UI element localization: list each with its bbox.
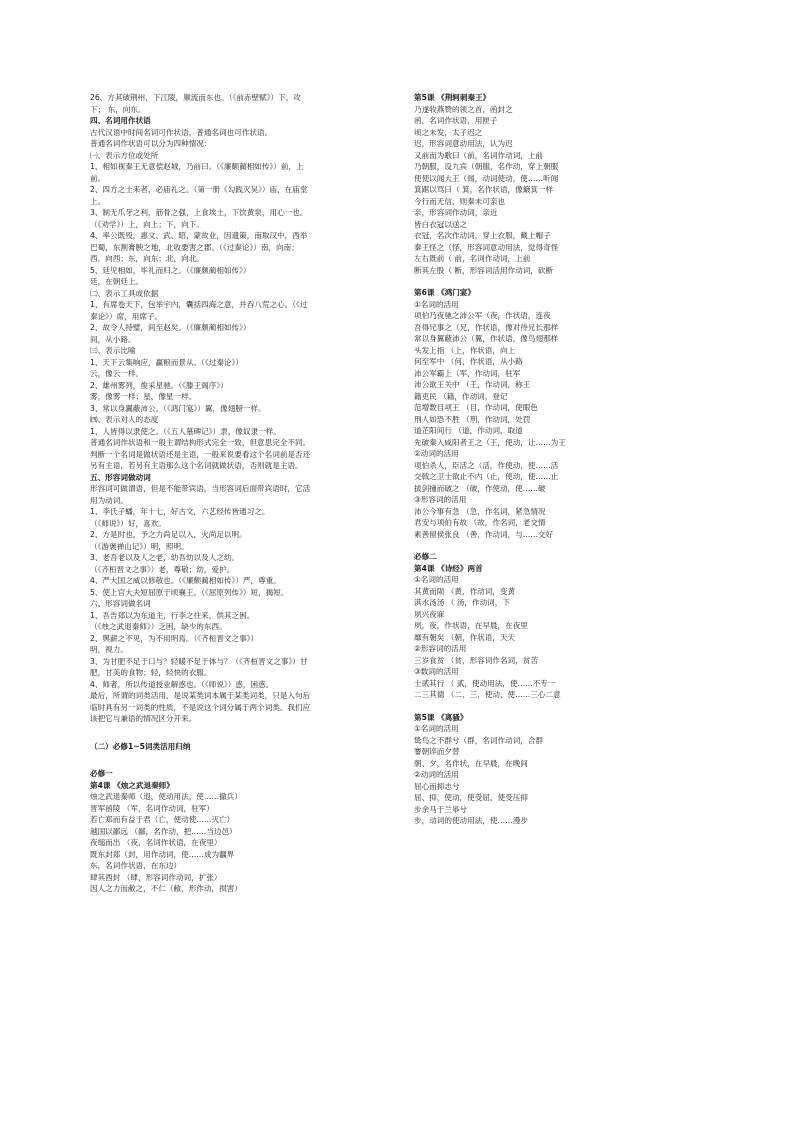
text-line: ①名词的活用 xyxy=(414,724,459,733)
text-line: 明，视力。 xyxy=(90,645,128,654)
text-line: 肆其西封 （肆，形容词作动词，扩张） xyxy=(90,872,222,882)
text-line: 廷，在朝廷上。 xyxy=(90,277,144,286)
text-line: 朝、夕，名作状，在早晨，在晚间 xyxy=(414,758,528,768)
spacer xyxy=(90,725,398,741)
text-line: 何至军中 （何，作状语，从小路 xyxy=(414,357,523,366)
text-line: 夙，夜，作状语，在早晨，在夜里 xyxy=(414,621,528,630)
text-line: 夙兴夜寐 xyxy=(414,609,445,619)
text-line: 1、天下云集响应，赢粮而景从。（《过秦论》） xyxy=(90,357,243,367)
text-line: 今行而无信，则秦未可亲也 xyxy=(414,196,506,206)
text-line: ②动词的活用 xyxy=(414,770,459,779)
text-line: 1、有席卷天下，包举宇内，囊括四海之意，并吞八荒之心。（《过 xyxy=(90,300,308,309)
text-line: 既东封郑（封，用作动词，使……成为疆界 xyxy=(90,849,235,859)
text-line: 鸷鸟之不群兮（群，名词作动词，合群 xyxy=(414,735,544,745)
text-line: 籍吏民 （籍，作动词，登记 xyxy=(414,391,508,401)
text-line: 2、方是时也，予之力尚足以入，火尚足以明。 xyxy=(90,530,247,539)
text-line: 用为动词。 xyxy=(90,495,128,505)
text-line: 交戟之卫士欲止不内（止，使动，使……止 xyxy=(414,472,559,481)
text-line: （《师说》）好，喜欢。 xyxy=(90,518,166,528)
text-line: 云，像云一样。 xyxy=(90,369,144,378)
text-line: 函，名词作状语，用匣子 xyxy=(414,116,498,125)
text-line: 项伯乃夜驰之沛公军（夜，作状语，连夜 xyxy=(414,311,551,320)
text-line: ㈡、表示工具或依据 xyxy=(90,288,159,298)
text-line: 西，向西；东，向东；北，向北。 xyxy=(90,254,204,263)
text-line: ①名词的活用 xyxy=(414,575,459,584)
text-line: 上。 xyxy=(90,196,106,206)
text-line: 沛公欲王关中 （王，作动词，称王 xyxy=(414,380,531,389)
text-line: 2、雄州雾列，俊采星驰。（《滕王阁序》） xyxy=(90,380,228,390)
text-line: 1、相如视秦王无意偿赵城，乃前曰。（《廉颇蔺相如传》）前，上 xyxy=(90,162,304,171)
text-line: 刑人如恐不胜 （刑，作动词，处罚 xyxy=(414,414,531,424)
spacer xyxy=(414,540,714,551)
text-line: 另有主语，若另有主语那么这个名词就做状语，否则就是主语。 xyxy=(90,461,303,470)
text-line: ㈠、表示方位或处所 xyxy=(90,150,159,160)
text-line: 2、四方之士来者，必庙礼之。（第一册《勾践灭吴》）庙，在庙堂 xyxy=(90,185,308,194)
section-heading: 第5课 《荆轲刺秦王》 xyxy=(414,93,491,102)
section-heading: 必修一 xyxy=(90,769,113,778)
text-line: 断其左股（ 断，形容词活用作动词，砍断 xyxy=(414,265,554,275)
text-line: ③数词的活用 xyxy=(414,667,459,676)
text-line: 素善留侯张良 （善，作动词，与……交好 xyxy=(414,529,554,539)
text-line: 屈、抑，使动，使受屈，使受压抑 xyxy=(414,793,528,802)
text-line: ③形容词的活用 xyxy=(414,495,467,504)
text-line: 4、严大国之威以修敬也。（《廉颇蔺相如传》）严，尊重。 xyxy=(90,576,281,585)
section-heading: 四、名词用作状语 xyxy=(90,116,151,125)
text-line: （《烛之武退秦师》）乏困，缺少的东西。 xyxy=(90,622,227,631)
text-line: 三岁食贫 （贫，形容词作名词，贫苦 xyxy=(414,655,538,665)
text-line: 判断一个名词是做状语还是主语，一般来说要看这个名词前是否还 xyxy=(90,449,311,459)
text-line: 又前而为歌曰（前，名词作动词，上前 xyxy=(414,150,544,160)
text-line: （《齐桓晋文之事》）老，尊敬；幼，爱护。 xyxy=(90,564,235,574)
section-heading: 五、形容词做动词 xyxy=(90,472,151,482)
text-line: 下； 东，向东。 xyxy=(90,104,146,114)
text-line: 雾，像雾一样；星，像星一样。 xyxy=(90,392,197,401)
text-line: 使使以闻大王（闻，动词使动，使……听闻 xyxy=(414,173,559,183)
text-line: 箕踞以骂曰（ 箕，名作状语，像簸箕一样 xyxy=(414,185,554,194)
text-line: 常以身翼蔽沛公（翼，作状语，像鸟翅那样 xyxy=(414,334,559,343)
text-line: 2、故令人持璧，间至赵矣。（《廉颇蔺相如传》） xyxy=(90,323,251,332)
text-line: ㈢、表示比喻 xyxy=(90,346,136,355)
text-line: ②动词的活用 xyxy=(414,449,459,458)
text-line: 皆白衣冠以送之 xyxy=(414,219,468,229)
left-column xyxy=(90,92,398,895)
text-line: ②形容词的活用 xyxy=(414,644,467,653)
text-line: 靡有朝矣 （朝，作状语，天天 xyxy=(414,632,516,642)
text-line: 因人之力而敝之，不仁（敝，形作动，损害） xyxy=(90,884,242,893)
text-line: 淇水汤汤 （ 汤，作动词，下 xyxy=(414,598,510,607)
text-line: 普通名词作状语和一般主谓结构形式完全一致，但意思完全不同。 xyxy=(90,438,311,447)
text-line: 临时具有另一词类的性质，不是说这个词分属于两个词类。我们应 xyxy=(90,702,311,712)
text-line: 二三其德 （二、三，使动，使……三心二意 xyxy=(414,690,561,699)
text-line: 4、率公既殁，惠文、武、昭，蒙故业，因遗策，南取汉中，西举 xyxy=(90,231,308,240)
section-heading: 第6课 《鸿门宴》 xyxy=(414,288,476,297)
text-line: 项伯杀人，臣活之（活，作使动，使……活 xyxy=(414,460,559,470)
text-line: 顷之未发，太子迟之 xyxy=(414,127,483,137)
text-line: 古代汉语中时间名词可作状语，普通名词也可作状语。 xyxy=(90,127,273,137)
text-line: ①名词的活用 xyxy=(414,299,459,309)
text-line: 秦论》）席，用席子。 xyxy=(90,311,163,321)
spacer xyxy=(90,752,398,768)
text-line: 4、师者，所以传道授业解惑也。（《师说》）惑，困惑。 xyxy=(90,679,274,689)
spacer xyxy=(414,701,714,712)
text-line: 3、为甘肥不足于口与？轻暖不足于体与？（《齐桓晋文之事》）甘 xyxy=(90,656,308,666)
text-line: 道芷阳间行 （道，作动词，取道 xyxy=(414,426,523,435)
text-line: 头发上指 （上，作状语，向上 xyxy=(414,345,516,355)
text-line: 1、人皆得以隶使之。（《五人墓碑记》）隶，像奴隶一样。 xyxy=(90,426,281,436)
text-line: 迟，形容词意动用法，认为迟 xyxy=(414,139,513,148)
text-line: 最后，所谓的词类活用，是说某类词本属于某类词类，只是入句后 xyxy=(90,691,311,700)
text-line: 亲，形容词作动词，亲近 xyxy=(414,208,498,217)
text-line: 秦王怪之（怪，形容词意动用法，觉得奇怪 xyxy=(414,242,559,252)
text-line: 5、使上官大夫短屈原于顷襄王。（《屈原列传》）短，揭短。 xyxy=(90,587,289,597)
text-line: 左右既前（ 前，名词作动词，上前 xyxy=(414,254,531,263)
text-line: 形容词可做谓语，但是不能带宾语，当形容词后面带宾语时，它活 xyxy=(90,484,311,493)
text-line: 东，名词作状语，在东边） xyxy=(90,861,182,870)
text-line: 沛公今事有急 （急，作名词，紧急情况 xyxy=(414,506,546,516)
section-heading: 第4课 《诗经》两首 xyxy=(414,563,483,573)
section-heading: （二）必修1~5词类活用归纳 xyxy=(90,741,191,751)
text-line: 夜缒而出 （夜，名词作状语，在夜里） xyxy=(90,838,222,847)
text-line: 1、吾告郑以为东道主，行李之往来，供其乏困。 xyxy=(90,610,255,620)
text-line: 沛公军霸上（军，作动词，驻军 xyxy=(414,368,521,378)
text-line: 前。 xyxy=(90,173,106,183)
text-line: 普通名词作状语可以分为四种情况： xyxy=(90,139,212,148)
text-line: 謇朝谇而夕替 xyxy=(414,747,460,756)
right-column xyxy=(414,92,714,827)
section-heading: 第5课 《离骚》 xyxy=(414,712,468,722)
text-line: 六、形容词做名词 xyxy=(90,599,151,608)
text-line: 步余马于兰皋兮 xyxy=(414,804,468,814)
text-line: 范增数目项王 （目，作动词，使眼色 xyxy=(414,403,538,412)
text-line: 衣冠，名次作动词，穿上衣服，戴上帽子 xyxy=(414,231,551,240)
text-line: 巴蜀，东割膏腴之地，北收要害之郡。（《过秦论》）南，向南； xyxy=(90,242,299,252)
text-line: 3、制无爪牙之利，筋骨之强，上食埃土，下饮黄泉，用心一也。 xyxy=(90,208,308,217)
text-line: 3、常以身翼蔽沛公。（《鸿门宴》）翼，像翅膀一样。 xyxy=(90,403,266,413)
text-line: 3、老吾老以及人之老，幼吾幼以及人之幼。 xyxy=(90,553,240,562)
text-line: （《劝学》）上，向上；下，向下。 xyxy=(90,219,204,229)
text-line: 乃朝服，设九宾（朝服，名作动，穿上朝服 xyxy=(414,162,559,171)
text-line: 吾得兄事之（兄，作状语，像对待兄长那样 xyxy=(414,322,559,332)
section-heading: 必修二 xyxy=(414,552,437,561)
text-line: 1、李氏子蟠，年十七，好古文，六艺经传皆通习之。 xyxy=(90,507,270,516)
text-line: 屈心而抑志兮 xyxy=(414,781,460,791)
text-line: 先破秦入咸阳者王之（王，使动，让……为王 xyxy=(414,437,566,447)
spacer xyxy=(414,276,714,287)
text-line: 26、方其破荆州，下江陵，顺流而东也。（《前赤壁赋》）下，攻 xyxy=(90,93,301,102)
text-line: （《游褒禅山记》）明，照明。 xyxy=(90,541,189,551)
text-line: 步，动词的使动用法，使……漫步 xyxy=(414,816,528,825)
text-line: 晋军函陵 （军，名词作动词，驻军） xyxy=(90,803,214,813)
text-line: 间，从小路。 xyxy=(90,334,136,344)
text-line: 烛之武退秦师（退，使动用法，使……撤兵） xyxy=(90,792,242,801)
text-line: 肥，甘美的食物；轻，轻快的衣服。 xyxy=(90,668,212,677)
text-line: 乃遂收燕赞的领之首，函封之 xyxy=(414,104,513,114)
text-line: 2、舆薪之不见，为不用明焉。（《齐桓晋文之事》） xyxy=(90,633,259,643)
text-line: 越国以鄙远 （鄙，名作动，把……当边邑） xyxy=(90,826,237,836)
text-line: 5、廷见相如，毕礼而归之。（《廉颇蔺相如传》） xyxy=(90,265,251,275)
text-line: 若亡郑而有益于君（亡，使动使……灭亡） xyxy=(90,815,235,824)
text-line: ㈣、表示对人的态度 xyxy=(90,415,159,424)
text-line: 君安与项伯有故 （故，作名词，老交情 xyxy=(414,518,546,527)
text-line: 士贰其行 （ 贰，使动用法，使……不专一 xyxy=(414,678,556,688)
text-line: 该把它与兼语的情况区分开来。 xyxy=(90,714,197,723)
section-heading: 第4课 《烛之武退秦师》 xyxy=(90,780,174,790)
text-line: 其黄而陨 （黄，作动词，变黄 xyxy=(414,586,516,596)
text-line: 拔剑撞而破之 （破，作使动，使……破 xyxy=(414,483,546,493)
